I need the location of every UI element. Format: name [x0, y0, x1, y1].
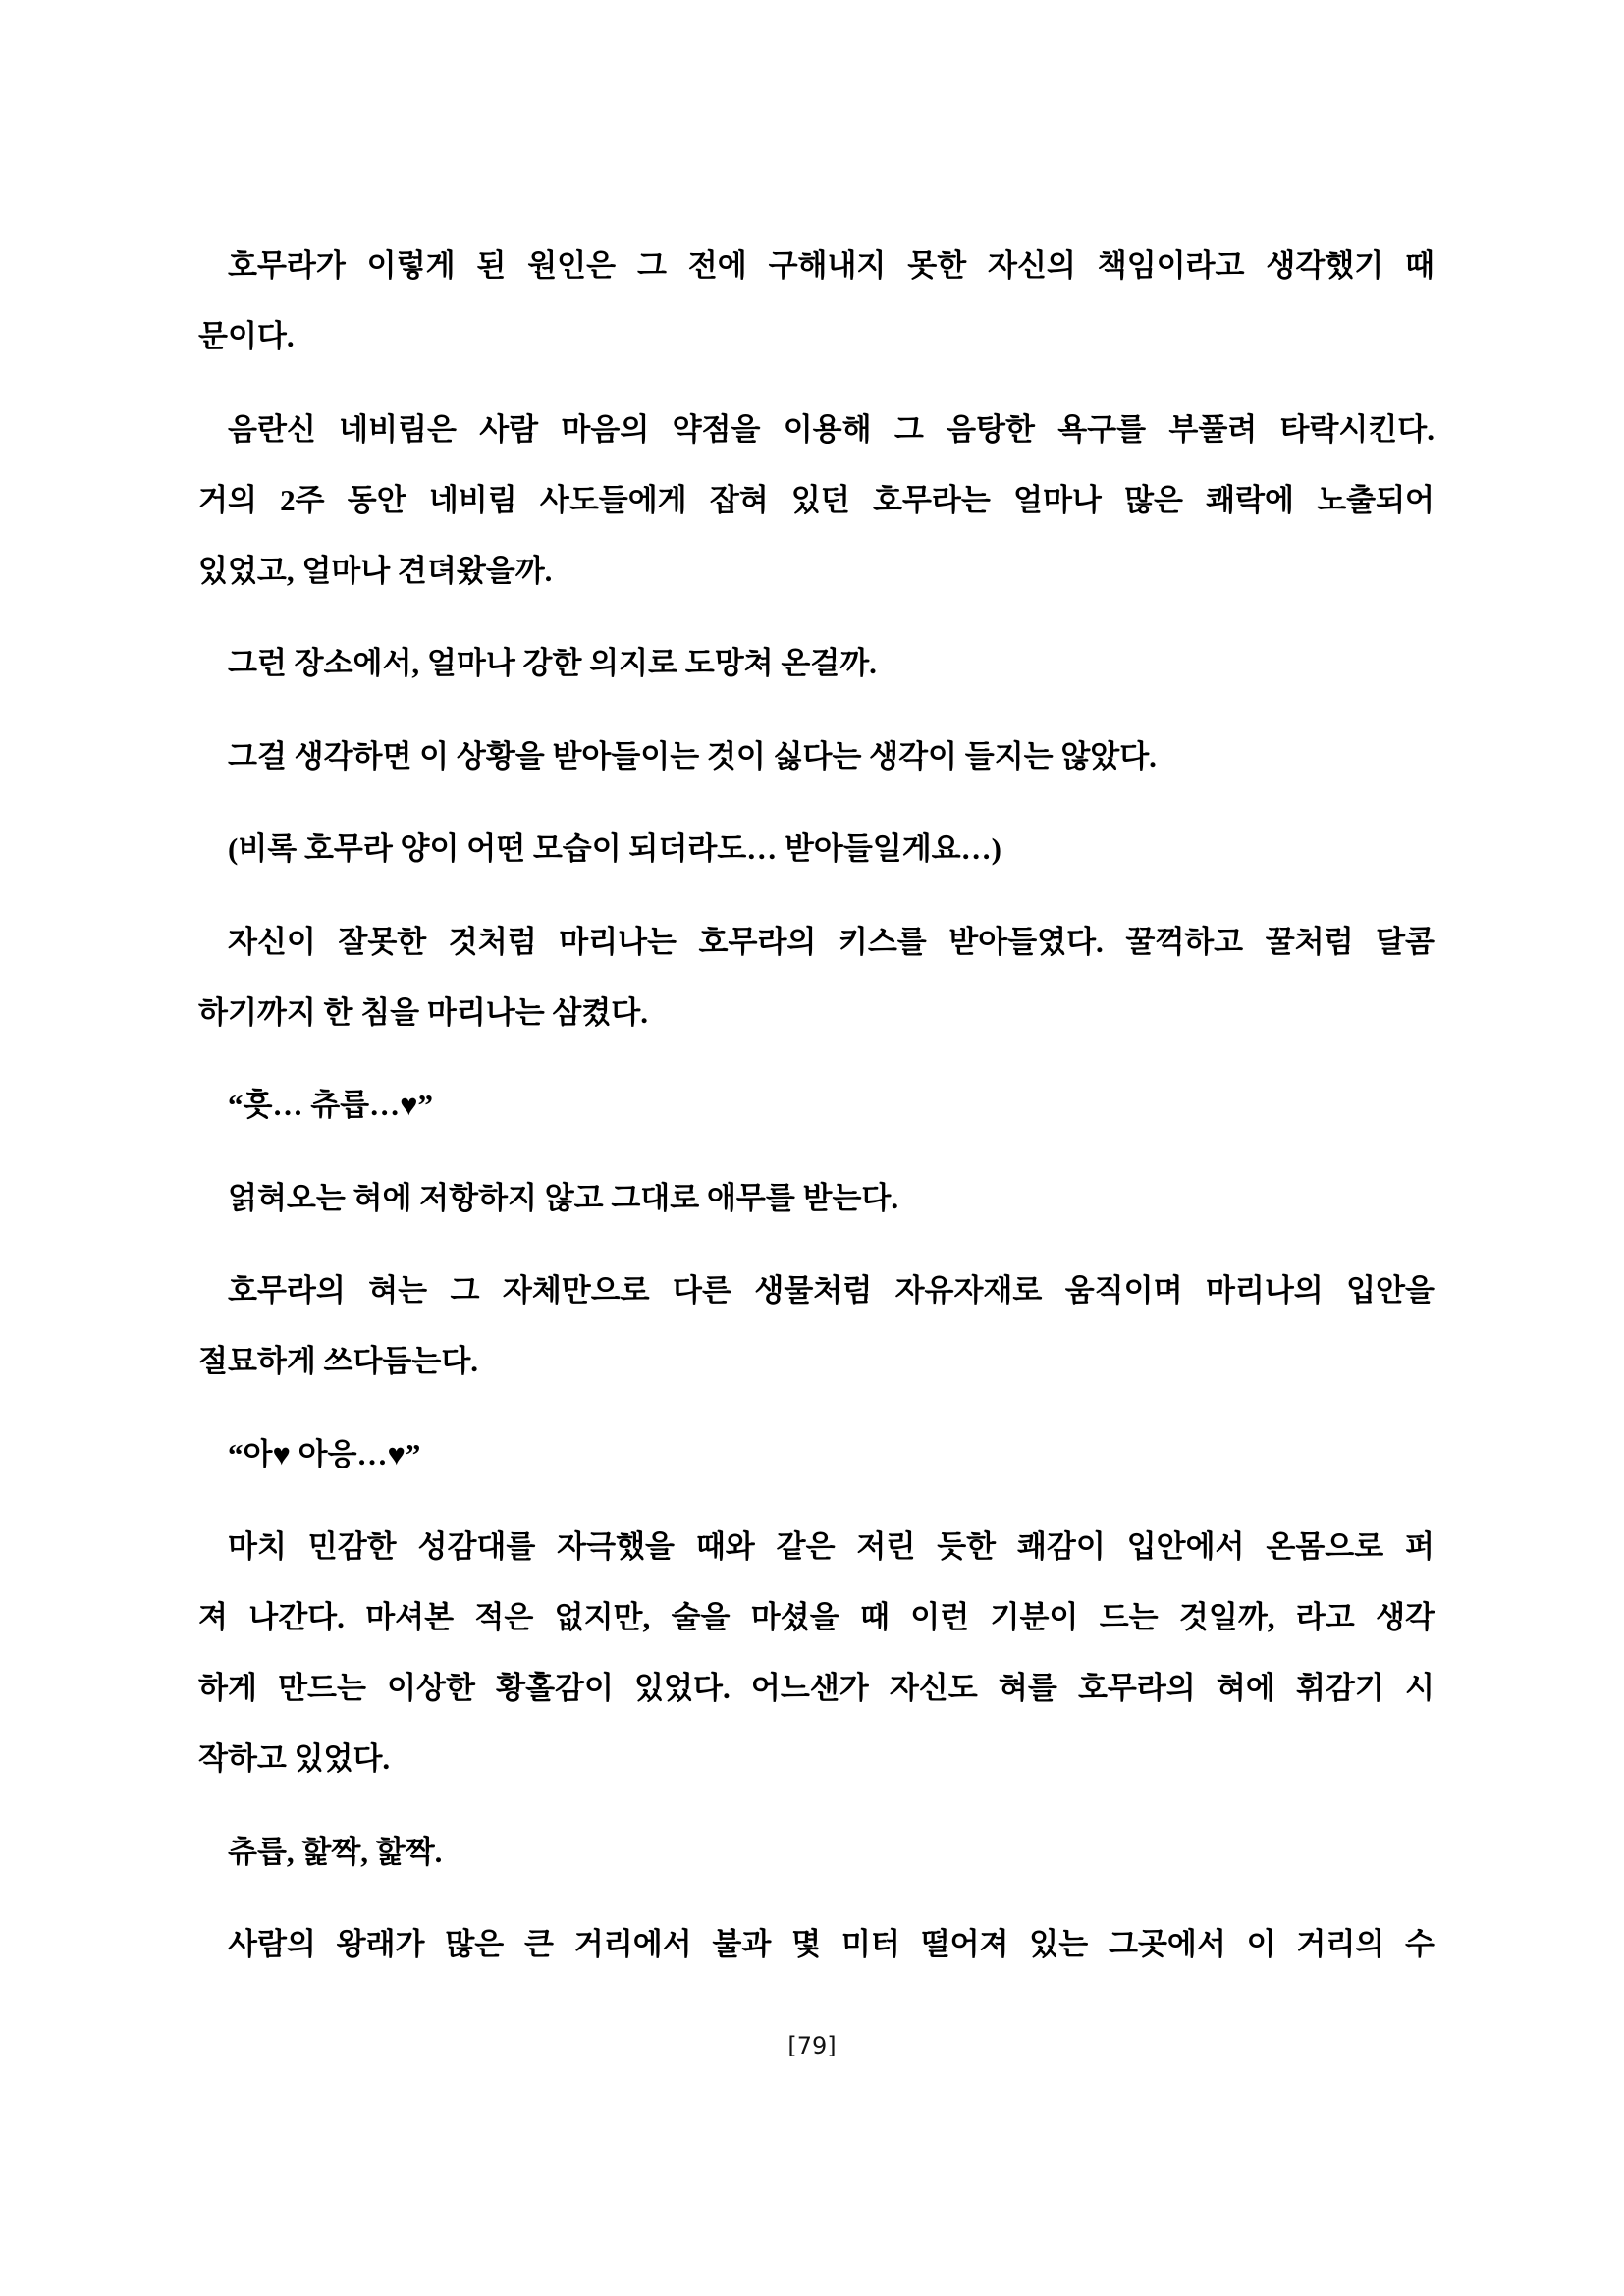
paragraph — [198, 231, 1435, 372]
paragraph — [198, 1817, 1435, 1888]
text-line: 호무라가 이렇게 된 원인은 그 전에 구해내지 못한 자신의 책임이라고 생각했기 때 — [228, 248, 1435, 283]
paragraph — [198, 1163, 1435, 1234]
text-line: 그런 장소에서, 얼마나 강한 의지로 도망쳐 온걸까. — [228, 646, 877, 680]
paragraph — [198, 1255, 1435, 1397]
text-line: 하기까지 한 침을 마리나는 삼켰다. — [198, 994, 648, 1030]
paragraph — [198, 1512, 1435, 1794]
text-line: 사람의 왕래가 많은 큰 거리에서 불과 몇 미터 떨어져 있는 그곳에서 이 거리의 수 — [228, 1927, 1435, 1961]
text-line: 져 나간다. 마셔본 적은 없지만, 술을 마셨을 때 이런 기분이 드는 것일까, 라고 생각 — [198, 1600, 1435, 1634]
paragraph — [198, 395, 1435, 607]
body-text — [198, 231, 1435, 2002]
text-line: 호무라의 혀는 그 자체만으로 다른 생물처럼 자유자재로 움직이며 마리나의 입안을 — [228, 1273, 1435, 1308]
text-line: 음란신 네비림은 사람 마음의 약점을 이용해 그 음탕한 욕구를 부풀려 타락시킨다. — [228, 411, 1435, 447]
paragraph — [198, 1419, 1435, 1490]
dialogue-line: “흣… 츄릅…♥” — [228, 1088, 433, 1122]
paragraph — [198, 907, 1435, 1048]
paragraph — [198, 1909, 1435, 1980]
dialogue-line: “아♥ 아응…♥” — [228, 1436, 421, 1471]
text-line: 절묘하게 쓰다듬는다. — [198, 1344, 479, 1378]
text-line: 마치 민감한 성감대를 자극했을 때와 같은 저린 듯한 쾌감이 입안에서 온몸으로 퍼 — [228, 1529, 1435, 1564]
text-line: 츄릅, 핥짝, 핥짝. — [228, 1834, 443, 1869]
text-line: 얽혀오는 혀에 저항하지 않고 그대로 애무를 받는다. — [228, 1180, 899, 1215]
text-line: 작하고 있었다. — [198, 1741, 391, 1776]
paragraph — [198, 814, 1435, 884]
page-number: [79] — [787, 2032, 837, 2059]
text-line: 그걸 생각하면 이 상황을 받아들이는 것이 싫다는 생각이 들지는 않았다. — [228, 738, 1157, 774]
text-line: 하게 만드는 이상한 황홀감이 있었다. 어느샌가 자신도 혀를 호무라의 혀에 휘감기 시 — [198, 1671, 1435, 1705]
paragraph — [198, 721, 1435, 792]
text-line: 거의 2주 동안 네비림 사도들에게 잡혀 있던 호무라는 얼마나 많은 쾌락에 노출되어 — [198, 482, 1435, 517]
text-line: 문이다. — [198, 319, 295, 353]
text-line: 있었고, 얼마나 견뎌왔을까. — [198, 553, 553, 588]
paragraph — [198, 1070, 1435, 1141]
paragraph — [198, 628, 1435, 699]
text-line: (비록 호무라 양이 어떤 모습이 되더라도… 받아들일게요…) — [228, 831, 1001, 866]
text-line: 자신이 잘못한 것처럼 마리나는 호무라의 키스를 받아들였다. 꿀꺽하고 꿀처럼 달콤 — [228, 924, 1435, 959]
